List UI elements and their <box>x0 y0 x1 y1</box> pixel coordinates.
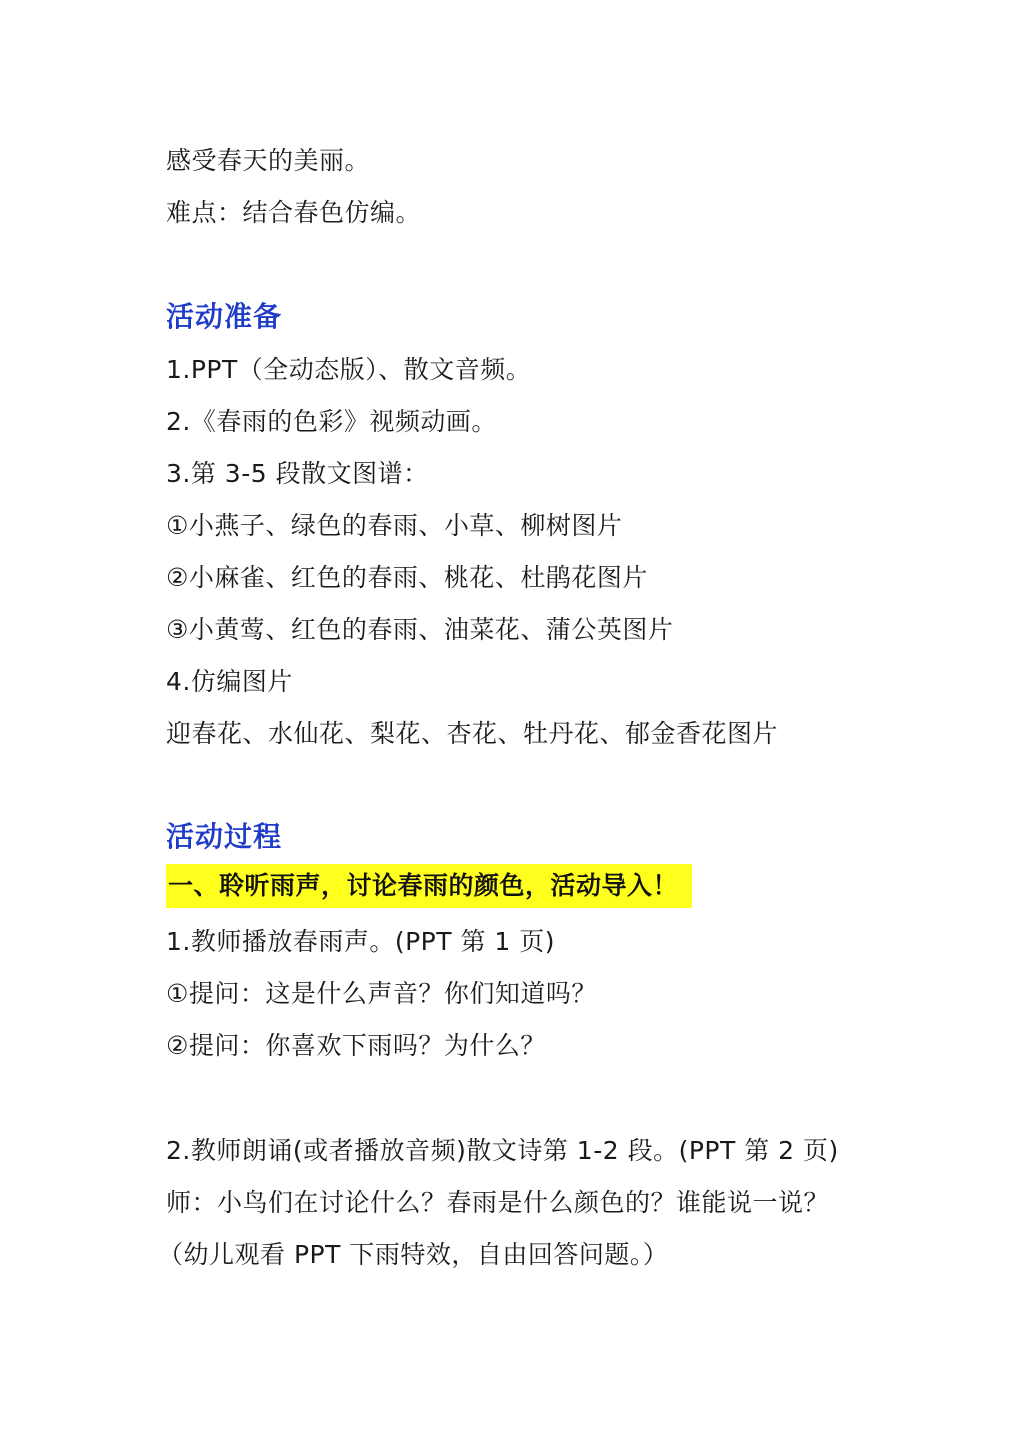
goal-line-beauty: 感受春天的美丽。 <box>166 146 371 175</box>
step-1-question-2: ②提问：你喜欢下雨吗？为什么？ <box>166 1031 546 1060</box>
preparation-heading: 活动准备 <box>166 300 283 333</box>
step-2-note: （幼儿观看 PPT 下雨特效，自由回答问题。） <box>158 1240 669 1269</box>
step-1-question-1: ①提问：这是什么声音？你们知道吗？ <box>166 979 597 1008</box>
prep-item-ppt: 1.PPT（全动态版）、散文音频。 <box>166 355 532 384</box>
prep-subitem-2: ②小麻雀、红色的春雨、桃花、杜鹃花图片 <box>166 563 648 592</box>
step-1-title: 1.教师播放春雨声。(PPT 第 1 页) <box>166 927 556 956</box>
prep-subitem-3: ③小黄莺、红色的春雨、油菜花、蒲公英图片 <box>166 615 674 644</box>
step-2-title: 2.教师朗诵(或者播放音频)散文诗第 1-2 段。(PPT 第 2 页) <box>166 1136 839 1165</box>
prep-item-chart: 3.第 3-5 段散文图谱： <box>166 459 429 488</box>
prep-item-video: 2.《春雨的色彩》视频动画。 <box>166 407 497 436</box>
prep-imitation-flowers: 迎春花、水仙花、梨花、杏花、牡丹花、郁金香花图片 <box>166 719 779 748</box>
process-heading: 活动过程 <box>166 820 283 853</box>
step-2-teacher: 师：小鸟们在讨论什么？春雨是什么颜色的？谁能说一说？ <box>166 1188 830 1217</box>
difficulty-line: 难点：结合春色仿编。 <box>166 198 422 227</box>
section-1-title: 一、聆听雨声，讨论春雨的颜色，活动导入！ <box>166 864 692 908</box>
prep-item-imitation: 4.仿编图片 <box>166 667 293 696</box>
prep-subitem-1: ①小燕子、绿色的春雨、小草、柳树图片 <box>166 511 623 540</box>
